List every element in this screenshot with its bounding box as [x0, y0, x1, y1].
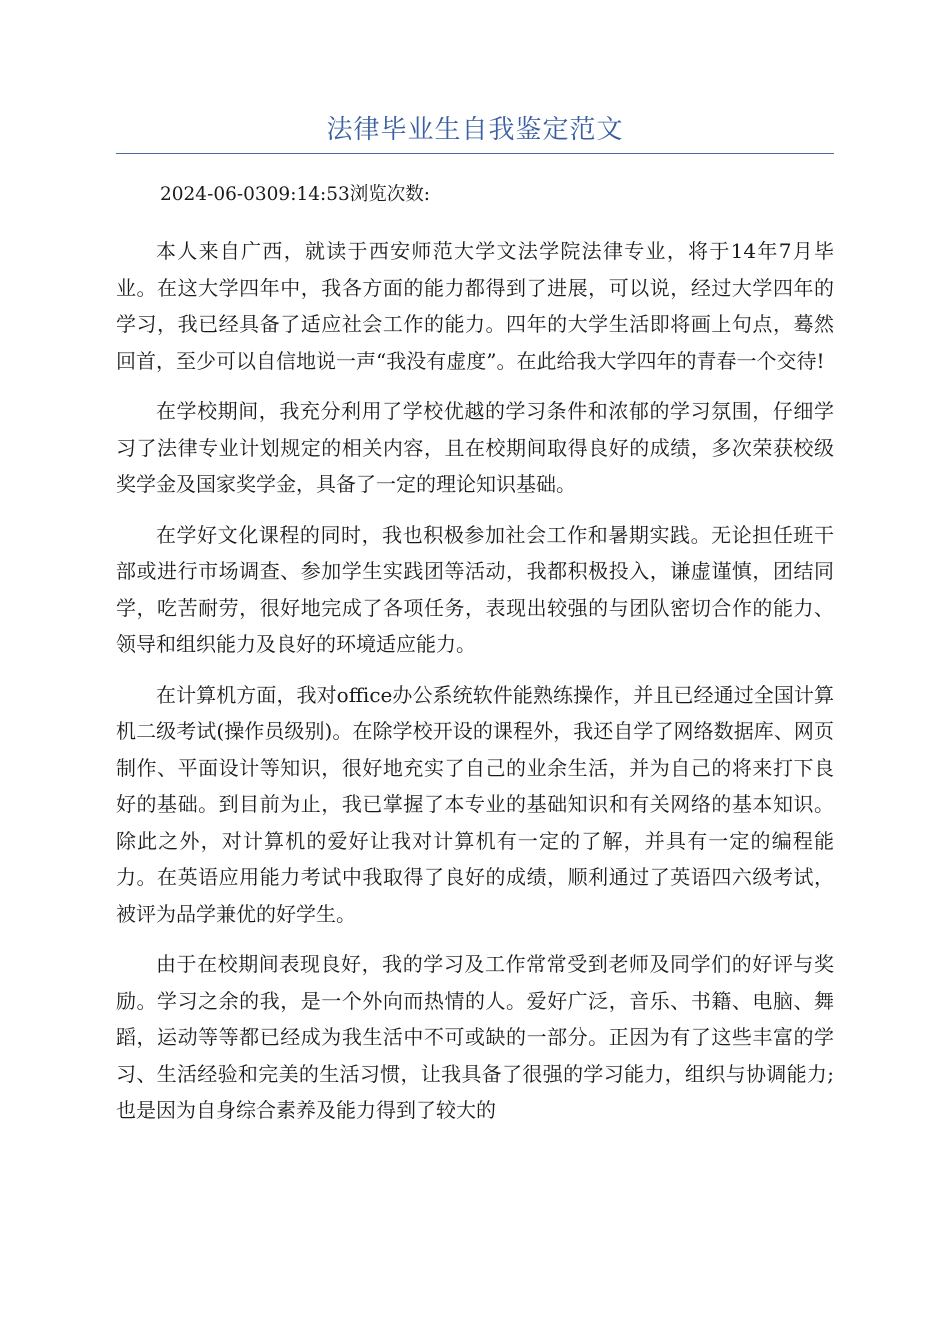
paragraph-computer: 在计算机方面，我对office办公系统软件能熟练操作，并且已经通过全国计算机二级考试(操作员级别)。在除学校开设的课程外，我还自学了网络数据库、网页制作、平面设计等知识，很好地充实了自己的业余生活，并为自己的将来打下良好的基础。到目前为止，我已掌握了本专业的基础知识和有关网络的基本知识。除此之外，对计算机的爱好让我对计算机有一定的了解，并具有一定的编程能力。在英语应用能力考试中我取得了良好的成绩，顺利通过了英语四六级考试，被评为品学兼优的好学生。 — [116, 682, 834, 926]
paragraph-study: 在学校期间，我充分利用了学校优越的学习条件和浓郁的学习氛围，仔细学习了法律专业计划规定的相关内容，且在校期间取得良好的成绩，多次荣获校级奖学金及国家奖学金，具备了一定的理论知识基础。 — [116, 399, 834, 496]
title-underline-divider — [116, 153, 834, 154]
document-title: 法律毕业生自我鉴定范文 — [326, 115, 624, 145]
paragraph-character: 由于在校期间表现良好，我的学习及工作常常受到老师及同学们的好评与奖励。学习之余的我，是一个外向而热情的人。爱好广泛，音乐、书籍、电脑、舞蹈，运动等等都已经成为我生活中不可或缺的一部分。正因为有了这些丰富的学习、生活经验和完美的生活习惯，让我具备了很强的学习能力，组织与协调能力;也是因为自身综合素养及能力得到了较大的 — [116, 952, 834, 1122]
paragraph-practice: 在学好文化课程的同时，我也积极参加社会工作和暑期实践。无论担任班干部或进行市场调查、参加学生实践团等活动，我都积极投入，谦虚谨慎，团结同学，吃苦耐劳，很好地完成了各项任务，表现出较强的与团队密切合作的能力、领导和组织能力及良好的环境适应能力。 — [116, 522, 834, 656]
publish-meta: 2024-06-0309:14:53浏览次数: — [160, 184, 430, 205]
document-body — [116, 233, 834, 1143]
paragraph-intro: 本人来自广西，就读于西安师范大学文法学院法律专业，将于14年7月毕业。在这大学四年中，我各方面的能力都得到了进展，可以说，经过大学四年的学习，我已经具备了适应社会工作的能力。四年的大学生活即将画上句点，蓦然回首，至少可以自信地说一声“我没有虚度”。在此给我大学四年的青春一个交待! — [116, 239, 834, 373]
